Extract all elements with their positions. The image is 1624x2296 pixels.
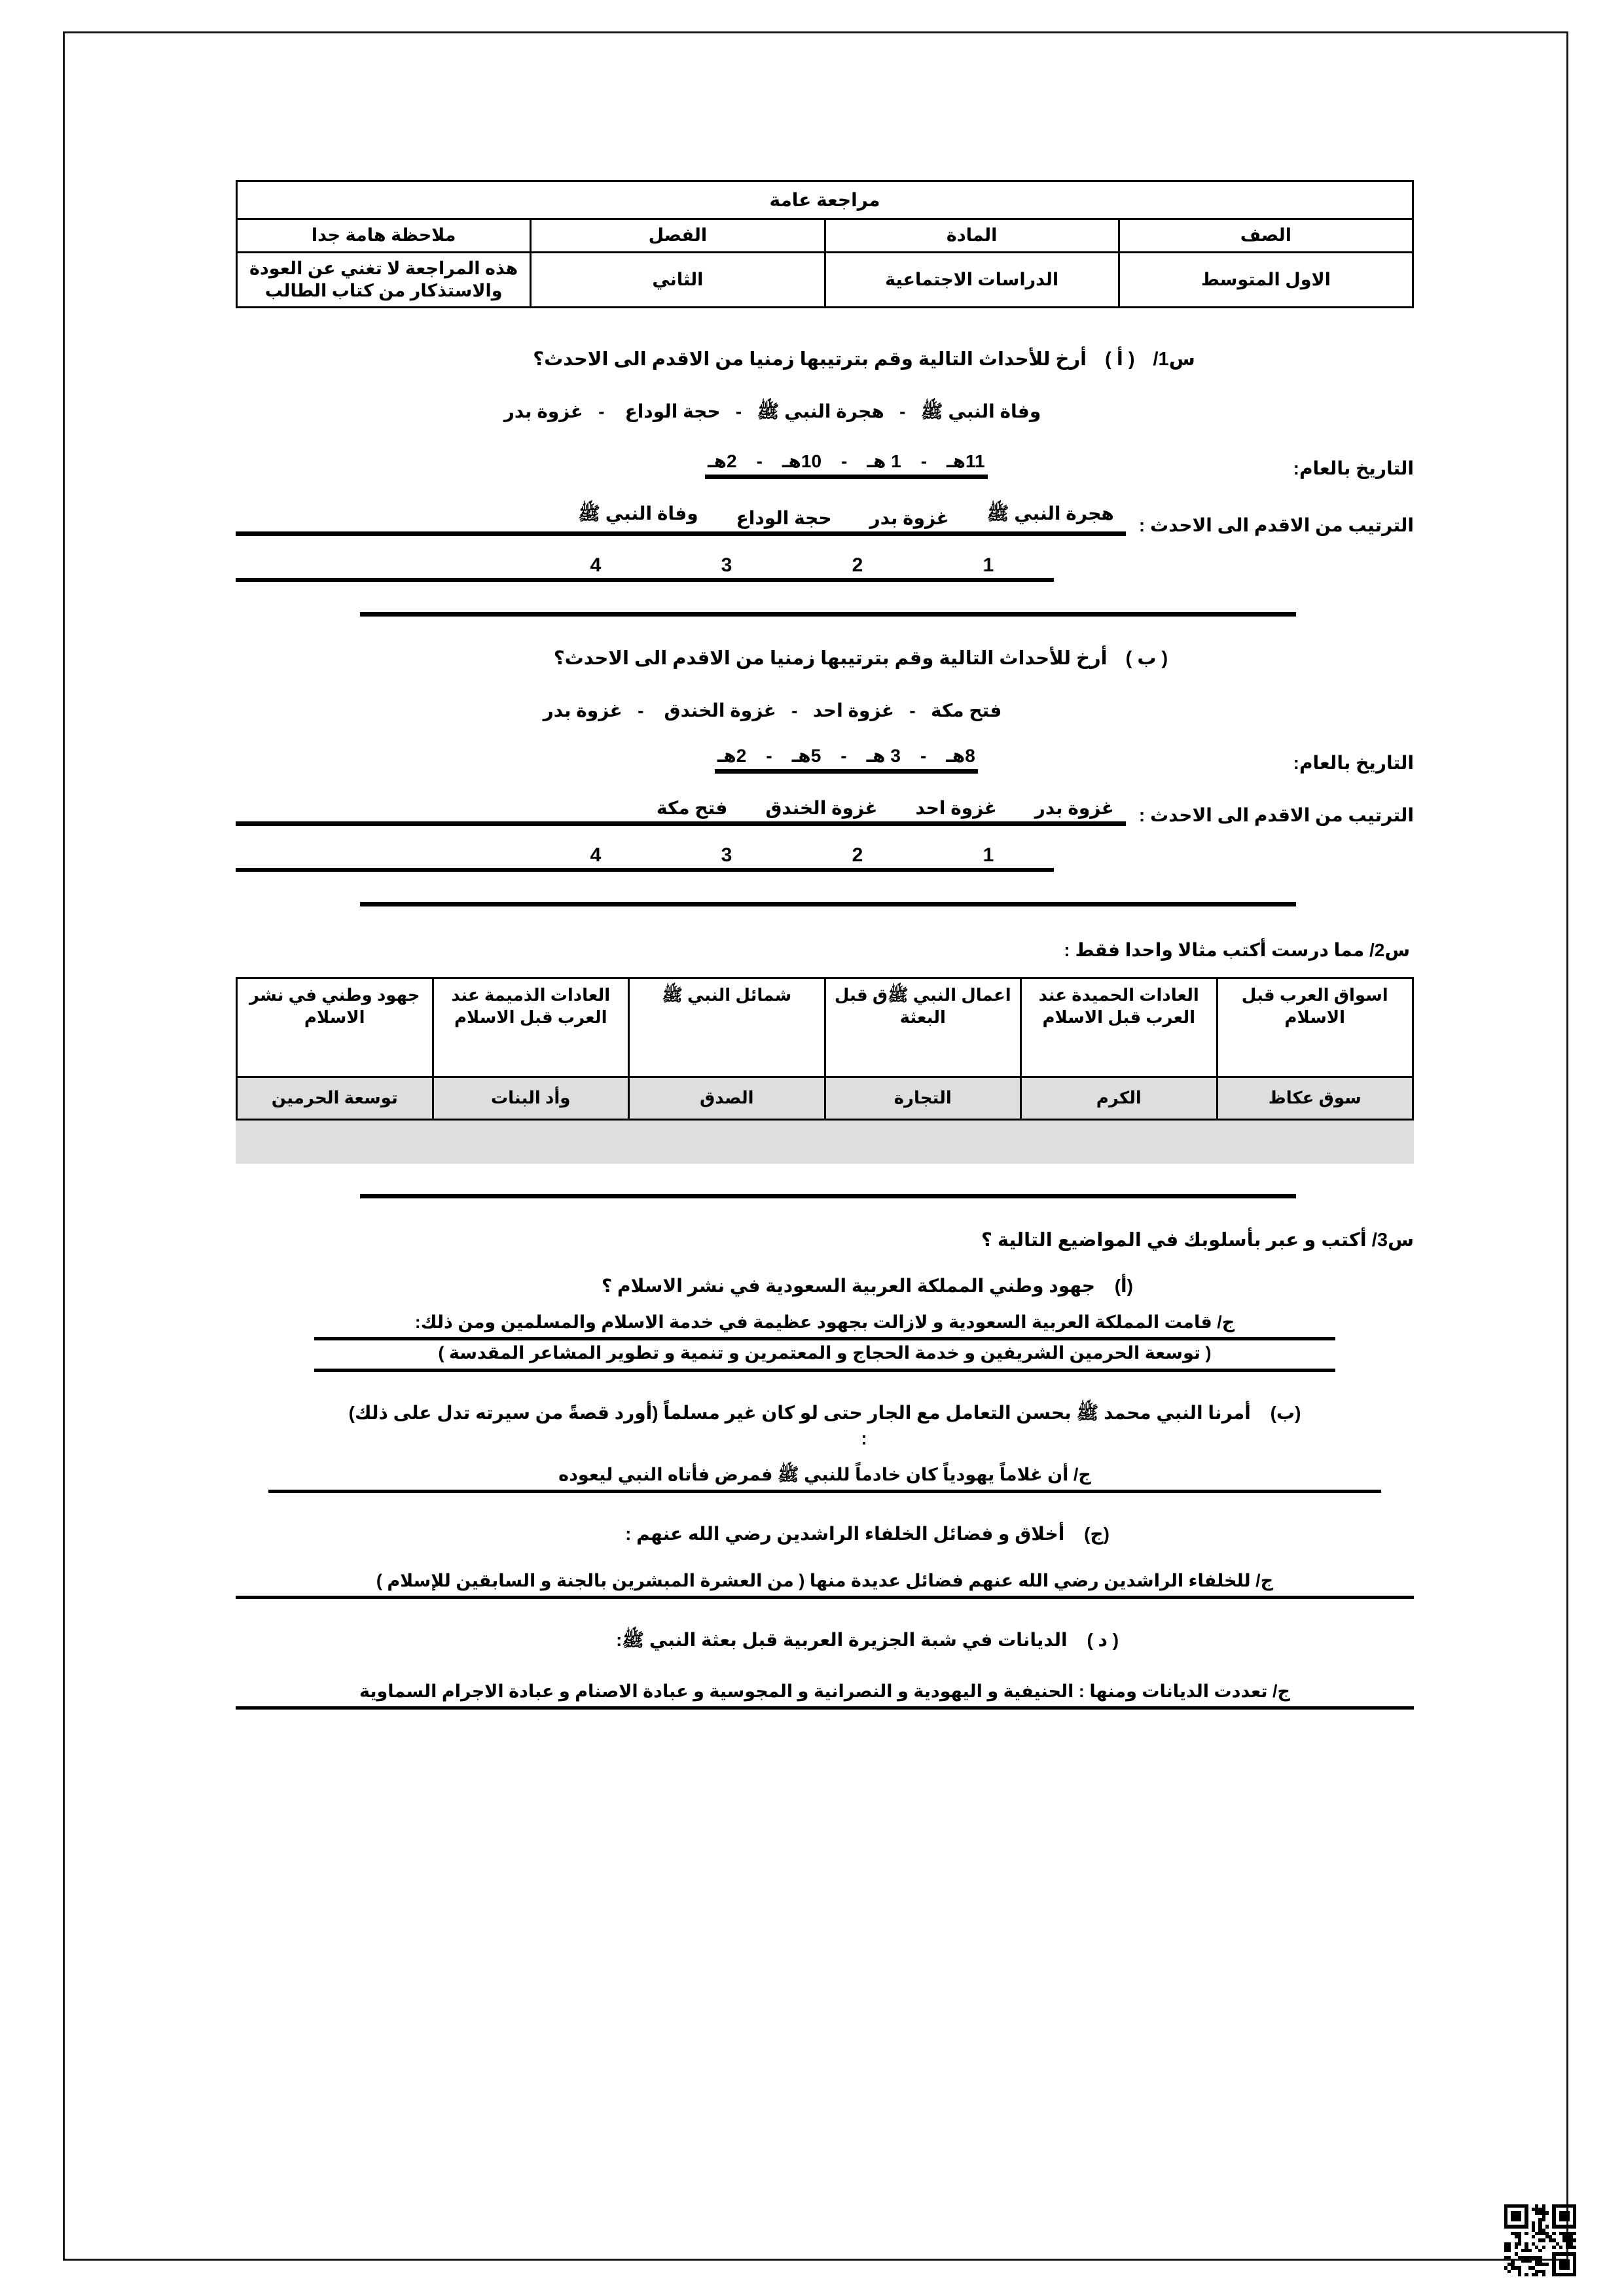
event-sep: - xyxy=(735,401,742,422)
spacer xyxy=(236,1297,1414,1310)
section-divider xyxy=(360,902,1296,906)
spacer xyxy=(236,906,1414,937)
order-number: 2 xyxy=(852,844,863,867)
spacer xyxy=(236,536,1414,554)
year-value: 11هـ xyxy=(947,451,985,472)
review-title: مراجعة عامة xyxy=(237,181,1413,219)
spacer xyxy=(236,1164,1414,1194)
q2-topics-table xyxy=(236,977,1414,1121)
document-content xyxy=(236,180,1414,1710)
spacer xyxy=(236,872,1414,902)
spacer xyxy=(236,427,1414,450)
q1-part-a-year-row xyxy=(236,450,1414,479)
q1-part-b-heading xyxy=(236,647,1414,670)
topic-header-good-customs: العادات الحميدة عند العرب قبل الاسلام xyxy=(1021,978,1218,1077)
table-shadow-band xyxy=(236,1121,1414,1164)
q3-item-b-prompt-row xyxy=(236,1402,1414,1428)
q3-item-b-answer-line-1[interactable]: ج/ أن غلاماً يهودياً كان خادماً للنبي ﷺ فمرض فأتاه النبي ليعوده xyxy=(268,1462,1381,1493)
spacer xyxy=(236,721,1414,745)
q3-item-c-prompt: أخلاق و فضائل الخلفاء الراشدين رضي الله عنهم : xyxy=(625,1523,1065,1544)
order-item: فتح مكة xyxy=(657,798,728,819)
q3-item-d-answer-block xyxy=(236,1679,1414,1710)
order-item: هجرة النبي ﷺ xyxy=(986,503,1114,524)
column-header-note: ملاحظة هامة جدا xyxy=(237,219,531,253)
q3-item-d-prompt: الديانات في شبة الجزيرة العربية قبل بعثة النبي ﷺ: xyxy=(615,1629,1068,1650)
q3-item-c-marker: (ج) xyxy=(1084,1523,1110,1544)
table-row xyxy=(237,252,1413,308)
year-sep: - xyxy=(756,451,763,472)
spacer xyxy=(236,370,1414,401)
year-value: 1 هـ xyxy=(867,451,901,472)
q1-part-a-order-row xyxy=(236,503,1414,536)
topic-answer-good-customs[interactable]: الكرم xyxy=(1021,1077,1218,1120)
event-item: هجرة النبي ﷺ xyxy=(757,401,884,422)
event-sep: - xyxy=(899,401,906,422)
year-sep: - xyxy=(920,451,928,472)
q1-part-a-order-items xyxy=(236,503,1126,536)
topic-answer-bad-customs[interactable]: وأد البنات xyxy=(433,1077,629,1120)
q1-part-a-events xyxy=(236,401,1414,427)
spacer xyxy=(236,1372,1414,1402)
q3-item-a-answer-line-2[interactable]: ( توسعة الحرمين الشريفين و خدمة الحجاج و المعتمرين و تنمية و تطوير المشاعر المقدسة ) xyxy=(314,1340,1335,1371)
spacer xyxy=(236,308,1414,348)
topic-answer-prophet-works[interactable]: التجارة xyxy=(825,1077,1021,1120)
q1-part-b-events xyxy=(236,700,1414,721)
event-item: فتح مكة xyxy=(930,700,1002,721)
section-divider xyxy=(360,1194,1296,1198)
spacer xyxy=(236,1655,1414,1679)
order-item: غزوة بدر xyxy=(869,508,949,529)
year-sep: - xyxy=(841,451,848,472)
order-number: 3 xyxy=(721,554,732,577)
value-term: الثاني xyxy=(531,252,825,308)
order-number: 1 xyxy=(983,844,994,867)
q3-item-b-colon: : xyxy=(861,1427,867,1448)
qr-code-matrix xyxy=(1504,2204,1576,2276)
order-item: حجة الوداع xyxy=(736,508,832,529)
order-number: 4 xyxy=(590,844,602,867)
order-item: وفاة النبي ﷺ xyxy=(578,503,698,524)
order-number: 2 xyxy=(852,554,863,577)
spacer xyxy=(236,617,1414,647)
order-number: 3 xyxy=(721,844,732,867)
table-row xyxy=(237,181,1413,219)
spacer xyxy=(236,1599,1414,1629)
q1-part-b-order-items xyxy=(236,797,1126,826)
q3-item-d-answer-line-1[interactable]: ج/ تعددت الديانات ومنها : الحنيفية و اليهودية و النصرانية و المجوسية و عبادة الاصنام و عبادة الاجرام السماوية xyxy=(236,1679,1414,1710)
topic-answer-prophet-traits[interactable]: الصدق xyxy=(629,1077,825,1120)
year-value: 2هـ xyxy=(717,745,747,766)
order-label: الترتيب من الاقدم الى الاحدث : xyxy=(1138,805,1414,826)
event-item: حجة الوداع xyxy=(624,401,721,422)
year-value: 5هـ xyxy=(791,745,821,766)
event-sep: - xyxy=(598,401,605,422)
year-sep: - xyxy=(920,745,927,766)
q3-item-a-marker: (أ) xyxy=(1114,1276,1133,1297)
topic-answer-national-efforts[interactable]: توسعة الحرمين xyxy=(237,1077,433,1120)
table-row xyxy=(237,1077,1413,1120)
q1-part-a-prompt: أرخ للأحداث التالية وقم بترتيبها زمنيا من الاقدم الى الاحدث؟ xyxy=(533,349,1087,370)
topic-header-markets: اسواق العرب قبل الاسلام xyxy=(1217,978,1413,1077)
spacer xyxy=(236,1449,1414,1462)
q3-item-b-marker: (ب) xyxy=(1270,1402,1301,1423)
q3-item-d-prompt-row xyxy=(236,1629,1414,1655)
year-sep: - xyxy=(840,745,847,766)
column-header-term: الفصل xyxy=(531,219,825,253)
event-item: غزوة بدر xyxy=(503,401,583,422)
qr-code-icon xyxy=(1504,2204,1576,2276)
value-subject: الدراسات الاجتماعية xyxy=(825,252,1119,308)
order-item: غزوة الخندق xyxy=(765,798,878,819)
q3-item-b-prompt: أمرنا النبي محمد ﷺ بحسن التعامل مع الجار حتى لو كان غير مسلماً (أورد قصةً من سيرته تدل على ذلك) xyxy=(348,1402,1251,1423)
column-header-subject: المادة xyxy=(825,219,1119,253)
order-item: غزوة بدر xyxy=(1034,798,1114,819)
event-sep: - xyxy=(909,700,916,721)
spacer xyxy=(236,1198,1414,1229)
event-sep: - xyxy=(638,700,644,721)
q3-item-b-answer-block xyxy=(268,1462,1381,1493)
q1-part-b-prompt: أرخ للأحداث التالية وقم بترتيبها زمنيا من الاقدم الى الاحدث؟ xyxy=(553,648,1108,670)
year-value: 2هـ xyxy=(708,451,737,472)
event-item: وفاة النبي ﷺ xyxy=(920,401,1041,422)
topic-header-bad-customs: العادات الذميمة عند العرب قبل الاسلام xyxy=(433,978,629,1077)
year-value: 8هـ xyxy=(946,745,975,766)
year-value: 3 هـ xyxy=(866,745,901,766)
spacer xyxy=(236,479,1414,503)
q2-title: س2/ مما درست أكتب مثالا واحدا فقط : xyxy=(1064,940,1410,961)
q3-item-a-prompt: جهود وطني المملكة العربية السعودية في نشر الاسلام ؟ xyxy=(602,1276,1095,1297)
topic-header-national-efforts: جهود وطني في نشر الاسلام xyxy=(237,978,433,1077)
year-label: التاريخ بالعام: xyxy=(1293,458,1414,479)
spacer xyxy=(236,1493,1414,1523)
q1-part-b-order-row xyxy=(236,797,1414,826)
q1-part-a-marker: ( أ ) xyxy=(1105,349,1135,370)
spacer xyxy=(236,774,1414,797)
q1-id: س1/ xyxy=(1153,349,1195,370)
section-divider xyxy=(360,612,1296,617)
q1-part-b-years xyxy=(715,745,978,774)
q3-item-c-prompt-row xyxy=(236,1523,1414,1545)
table-row xyxy=(237,978,1413,1077)
q1-part-a-heading xyxy=(236,348,1414,370)
q3-title: س3/ أكتب و عبر بأسلوبك في المواضيع التالية ؟ xyxy=(981,1230,1414,1251)
q3-item-a-answer-line-1[interactable]: ج/ قامت المملكة العربية السعودية و لازالت بجهود عظيمة في خدمة الاسلام والمسلمين ومن ذلك: xyxy=(314,1310,1335,1340)
q3-item-a-answer-block xyxy=(314,1310,1335,1371)
event-sep: - xyxy=(791,700,798,721)
q3-item-c-answer-block xyxy=(236,1568,1414,1599)
value-note: هذه المراجعة لا تغني عن العودة والاستذكار من كتاب الطالب xyxy=(237,252,531,308)
spacer xyxy=(236,826,1414,844)
year-sep: - xyxy=(766,745,772,766)
q3-item-d-marker: ( د ) xyxy=(1087,1629,1119,1650)
spacer xyxy=(236,582,1414,612)
q1-part-b-year-row xyxy=(236,745,1414,774)
year-label: التاريخ بالعام: xyxy=(1293,753,1414,774)
value-class: الاول المتوسط xyxy=(1119,252,1413,308)
column-header-class: الصف xyxy=(1119,219,1413,253)
spacer xyxy=(236,1251,1414,1275)
q1-part-b-marker: ( ب ) xyxy=(1125,648,1168,670)
spacer xyxy=(236,670,1414,700)
spacer xyxy=(236,1545,1414,1568)
event-item: غزوة الخندق xyxy=(664,700,776,721)
q1-part-a-numbers xyxy=(236,554,1054,582)
order-item: غزوة احد xyxy=(915,798,997,819)
event-item: غزوة بدر xyxy=(543,700,623,721)
q3-item-c-answer-line-1[interactable]: ج/ للخلفاء الراشدين رضي الله عنهم فضائل عديدة منها ( من العشرة المبشرين بالجنة و السابقين للإسلام ) xyxy=(236,1568,1414,1599)
topic-header-prophet-traits: شمائل النبي ﷺ xyxy=(629,978,825,1077)
q1-part-b-numbers xyxy=(236,844,1054,872)
table-row xyxy=(237,219,1413,253)
topic-answer-markets[interactable]: سوق عكاظ xyxy=(1217,1077,1413,1120)
topic-header-prophet-works: اعمال النبي ﷺق قبل البعثة xyxy=(825,978,1021,1077)
year-value: 10هـ xyxy=(782,451,822,472)
order-label: الترتيب من الاقدم الى الاحدث : xyxy=(1138,515,1414,536)
order-number: 1 xyxy=(983,554,994,577)
q1-part-a-years xyxy=(705,450,988,479)
order-number: 4 xyxy=(590,554,602,577)
spacer xyxy=(236,964,1414,977)
event-item: غزوة احد xyxy=(812,700,894,721)
header-info-table xyxy=(236,180,1414,308)
q3-item-a-prompt-row xyxy=(236,1275,1414,1297)
